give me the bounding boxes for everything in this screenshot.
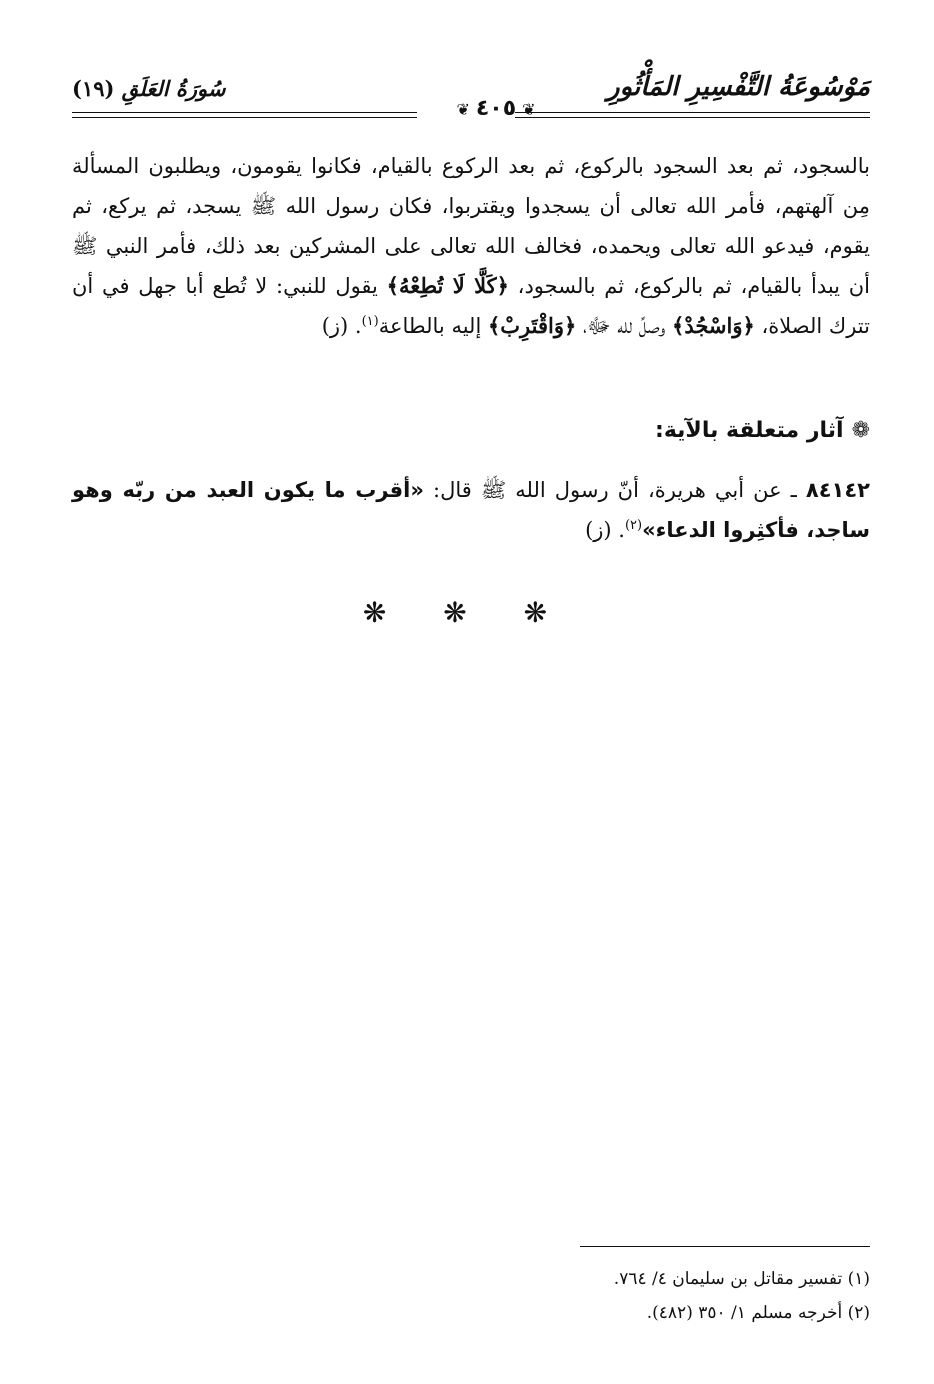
page-number-value: ٤٠٥ bbox=[475, 96, 517, 121]
footnotes bbox=[72, 1262, 870, 1330]
footnote-1: (١) تفسير مقاتل بن سليمان ٤/ ٧٦٤. bbox=[613, 1269, 870, 1289]
section-heading-text: آثار متعلقة بالآية: bbox=[655, 418, 844, 443]
book-title: مَوْسُوعَةُ التَّفْسِيرِ المَأْثُورِ bbox=[607, 72, 870, 102]
body-paragraph bbox=[72, 146, 870, 346]
text-line: يسجد، ثم يركع، ثم يقوم، فيدعو الله تعالى ويحمده، فخالف الله تعالى على bbox=[72, 194, 870, 258]
sura-number: (١٩) bbox=[72, 76, 115, 101]
footnote-marker[interactable]: (١) bbox=[361, 314, 379, 329]
text-line: إليه بالطاعة bbox=[378, 314, 482, 338]
hadith-intro: ـ عن أبي هريرة، أنّ رسول الله ﷺ قال: bbox=[433, 478, 797, 502]
header-rule-left bbox=[72, 112, 417, 118]
page-number bbox=[417, 96, 575, 121]
text-line: المسألة مِن آلهتهم، فأمر الله تعالى أن يسجدوا ويقتربوا، فكان رسول الله ﷺ bbox=[72, 154, 870, 218]
paragraph bbox=[72, 146, 870, 346]
page-number-row bbox=[72, 96, 870, 126]
quran-verse: ﴿وَاسْجُدْ﴾ bbox=[672, 313, 755, 338]
section-heading bbox=[72, 418, 870, 443]
ornament-icon: ❦ bbox=[456, 100, 470, 119]
section-separator: ❋ ❋ ❋ bbox=[362, 596, 572, 629]
text-line: بالسجود، ثم بعد السجود بالركوع، ثم بعد الركوع بالقيام، فكانوا يقومون، ويطلبون bbox=[148, 154, 870, 178]
hadith-tail: . (ز) bbox=[585, 518, 625, 542]
text-line: يقول للنبي: لا تُطع أبا جهل في أن تترك الصلاة، bbox=[72, 274, 870, 338]
text-line: . (ز) bbox=[321, 314, 362, 338]
text-line: وصلِّ لله ﷻ، bbox=[582, 314, 666, 338]
ornament-icon: ❦ bbox=[522, 100, 536, 119]
quran-verse: ﴿كَلَّا لَا تُطِعْهُ﴾ bbox=[386, 273, 509, 298]
text-line: المشركين بعد ذلك، فأمر النبي ﷺ أن يبدأ بالقيام، ثم بالركوع، ثم بالسجود، bbox=[72, 234, 871, 298]
footnote-marker[interactable]: (٢) bbox=[624, 518, 643, 533]
footnote-rule bbox=[580, 1246, 870, 1247]
sura-name: سُورَةُ العَلَقِ bbox=[121, 76, 226, 101]
hadith-quote: «أقرب ما يكون العبد من ربّه وهو ساجد، فأكثِروا الدعاء» bbox=[72, 478, 870, 542]
footnote-2: (٢) أخرجه مسلم ١/ ٣٥٠ (٤٨٢). bbox=[646, 1303, 870, 1323]
quran-verse: ﴿وَاقْتَرِبْ﴾ bbox=[487, 313, 577, 338]
hadith-entry bbox=[72, 470, 870, 550]
hadith-number: ٨٤١٤٢ bbox=[805, 478, 870, 502]
flower-icon: ❁ bbox=[851, 418, 870, 443]
